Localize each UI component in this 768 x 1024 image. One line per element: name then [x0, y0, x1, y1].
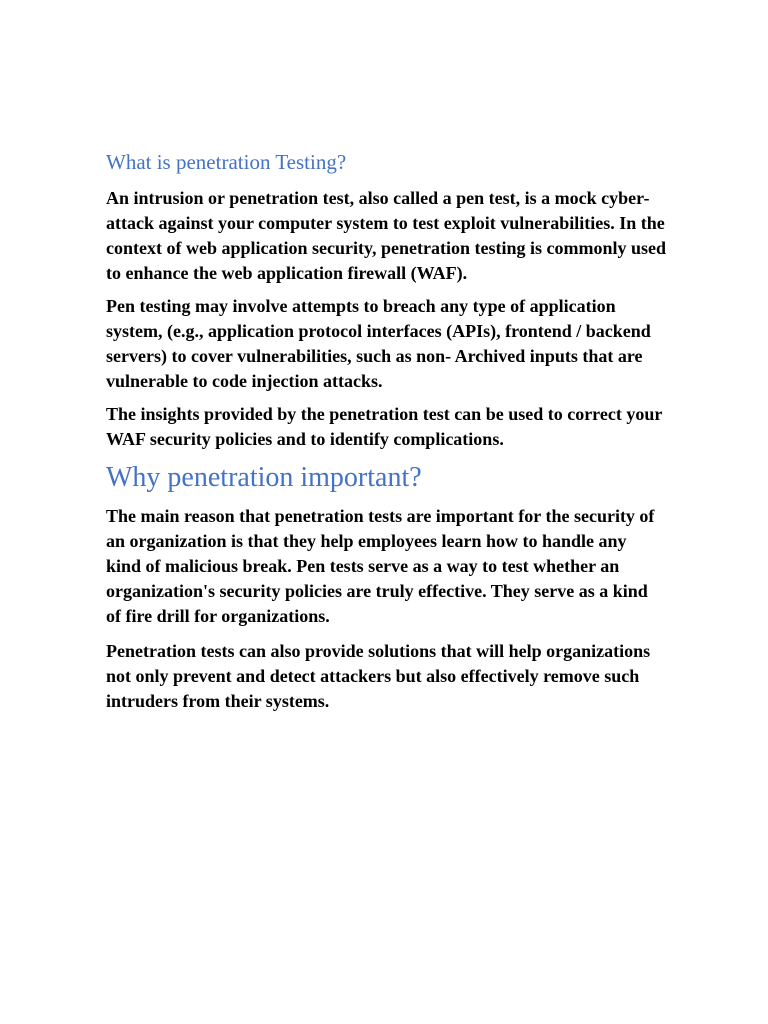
paragraph-pen-testing-scope: Pen testing may involve attempts to breach any type of application system, (e.g., application protocol interfaces (APIs), frontend / backend servers) to cover vulnerabilities, such as non- Archived inputs that are vulnerable to code injection attacks.	[106, 296, 651, 391]
section-heading-what-is-penetration-testing: What is penetration Testing?	[106, 150, 347, 174]
paragraph-solutions: Penetration tests can also provide solutions that will help organizations not only prevent and detect attackers but also effectively remove such intruders from their systems.	[106, 641, 651, 711]
paragraph-main-reason: The main reason that penetration tests are important for the security of an organization is that they help employees learn how to handle any kind of malicious break. Pen tests serve as a way to test whether an organization's security policies are truly effective. They serve as a kind of fire drill for organizations.	[106, 506, 655, 626]
paragraph-insights: The insights provided by the penetration test can be used to correct your WAF security policies and to identify complications.	[106, 404, 662, 449]
document-body	[106, 144, 666, 722]
section-heading-why-important: Why penetration important?	[106, 462, 422, 493]
paragraph-intro: An intrusion or penetration test, also called a pen test, is a mock cyber-attack against your computer system to test exploit vulnerabilities. In the context of web application security, penetration testing is commonly used to enhance the web application firewall (WAF).	[106, 188, 666, 283]
